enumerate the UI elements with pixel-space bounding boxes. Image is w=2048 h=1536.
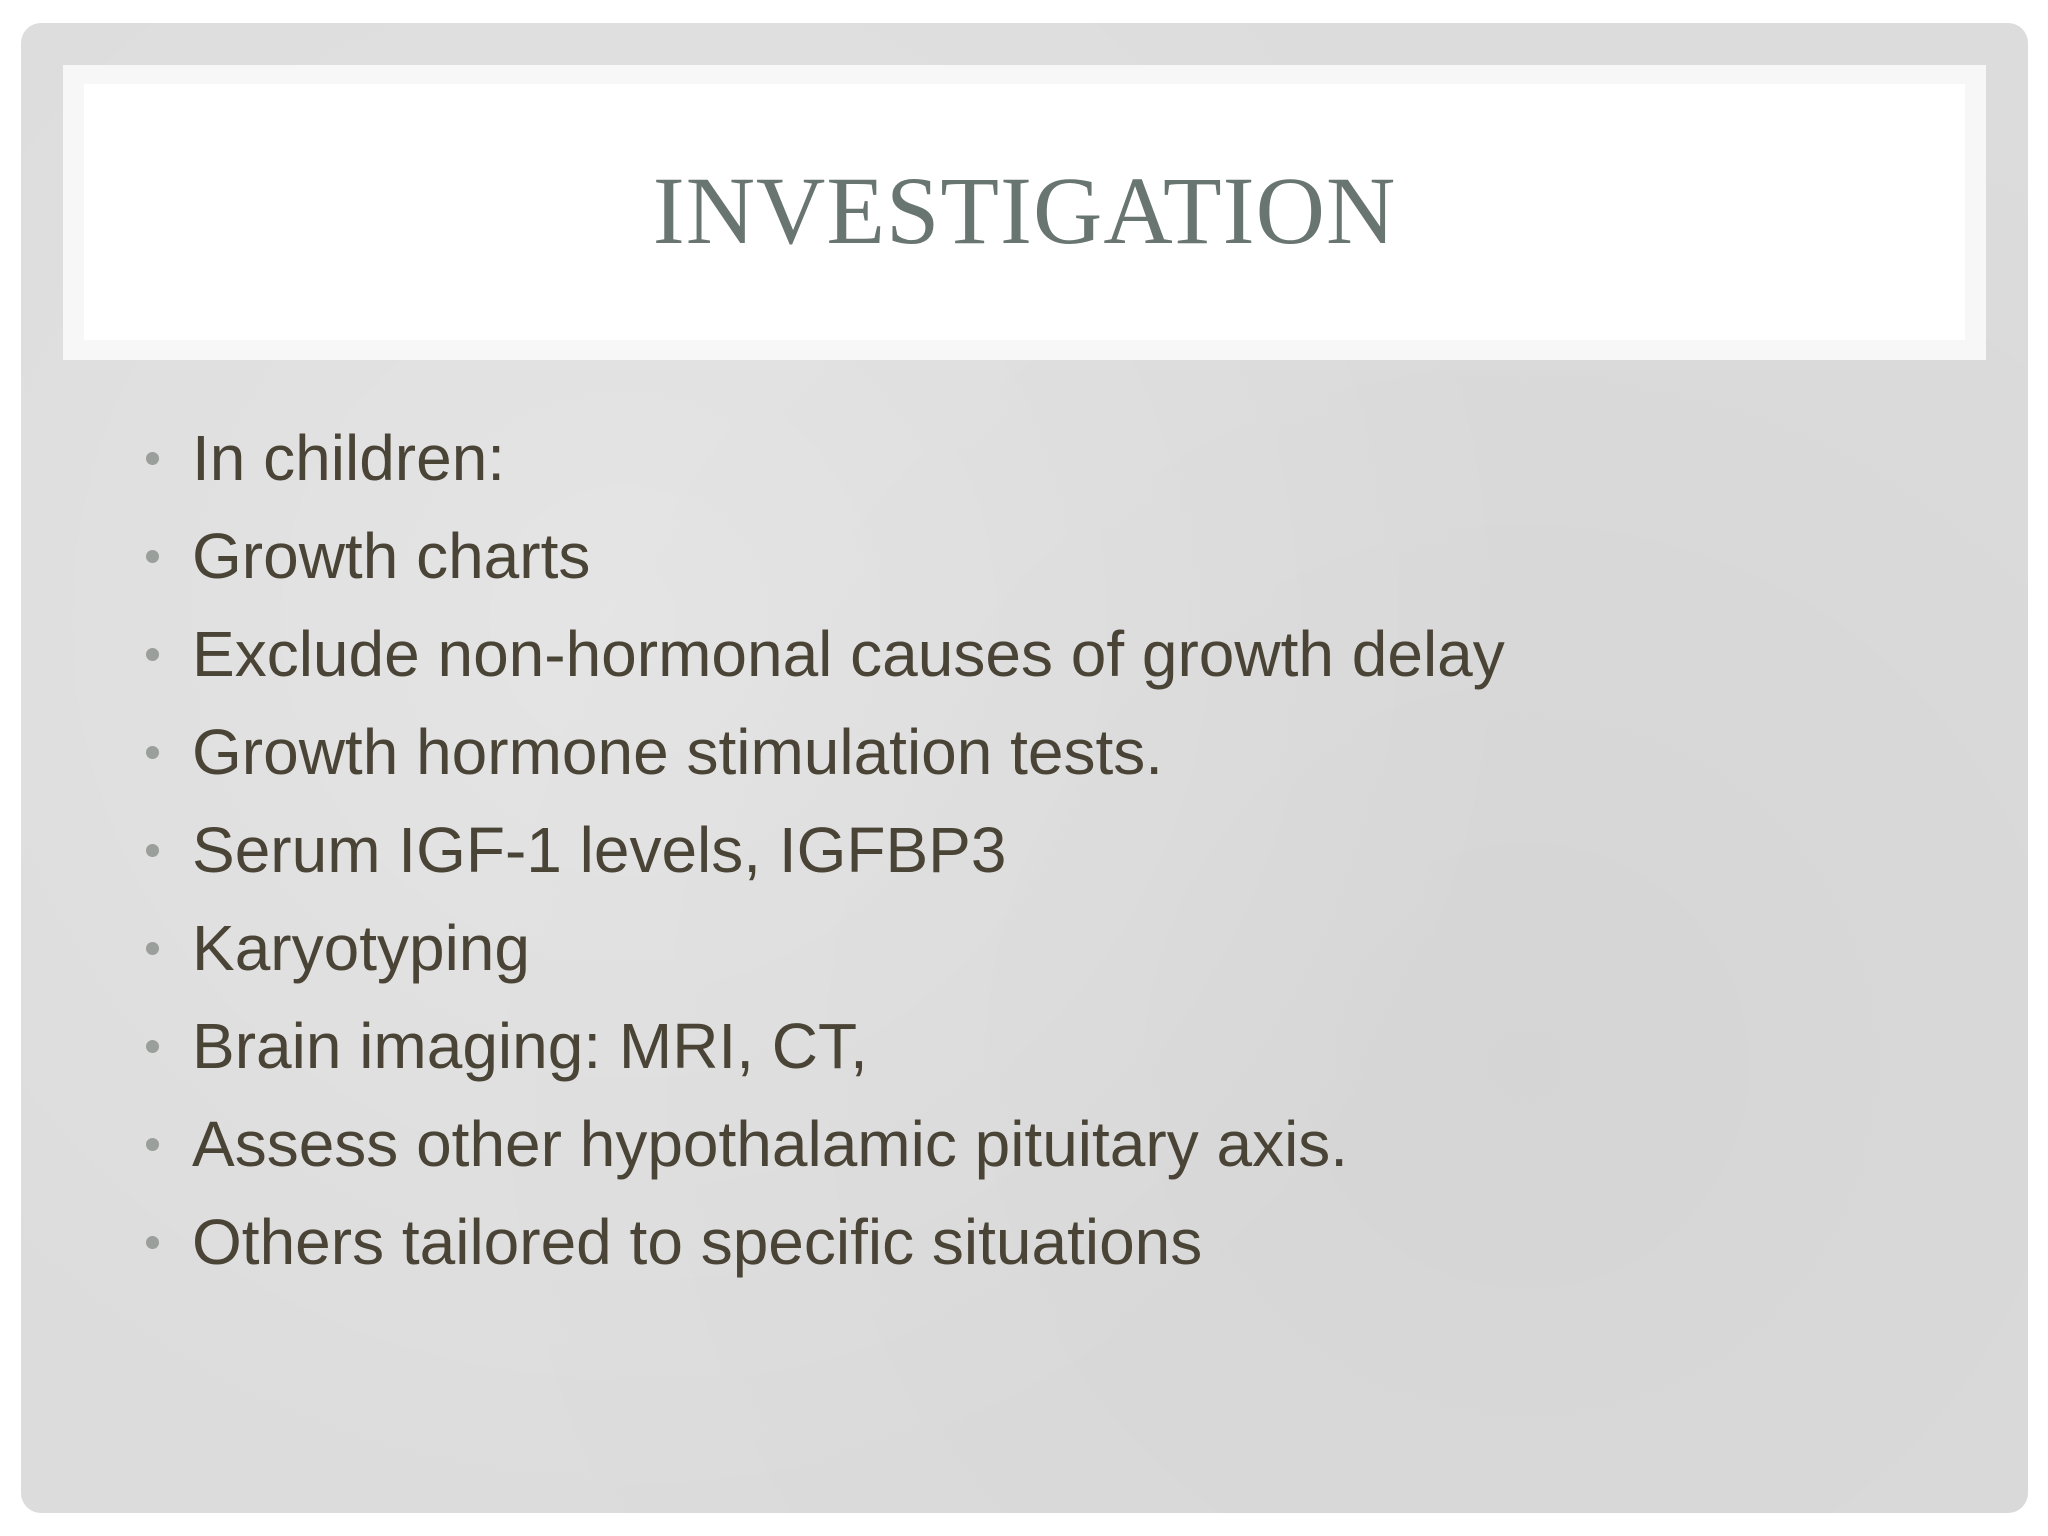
list-item	[146, 507, 1946, 605]
list-item-text: Brain imaging: MRI, CT,	[192, 1010, 868, 1082]
list-item-text: Assess other hypothalamic pituitary axis.	[192, 1108, 1349, 1180]
bullet-icon	[146, 648, 159, 661]
title-box	[84, 84, 1965, 340]
list-item-text: Karyotyping	[192, 912, 530, 984]
title-band	[63, 65, 1986, 360]
list-item	[146, 1193, 1946, 1291]
list-item	[146, 899, 1946, 997]
list-item-text: Growth charts	[192, 520, 591, 592]
list-item	[146, 703, 1946, 801]
list-item	[146, 409, 1946, 507]
list-item-text: Serum IGF-1 levels, IGFBP3	[192, 814, 1007, 886]
bullet-icon	[146, 452, 159, 465]
bullet-icon	[146, 942, 159, 955]
bullet-list	[146, 409, 1946, 1291]
bullet-icon	[146, 844, 159, 857]
list-item-text: Others tailored to specific situations	[192, 1206, 1203, 1278]
slide	[21, 23, 2028, 1513]
bullet-icon	[146, 550, 159, 563]
list-item	[146, 1095, 1946, 1193]
list-item-text: In children:	[192, 422, 506, 494]
bullet-icon	[146, 1138, 159, 1151]
slide-title: INVESTIGATION	[652, 157, 1397, 264]
bullet-icon	[146, 746, 159, 759]
list-item-text: Growth hormone stimulation tests.	[192, 716, 1164, 788]
bullet-icon	[146, 1236, 159, 1249]
list-item	[146, 997, 1946, 1095]
list-item	[146, 801, 1946, 899]
list-item	[146, 605, 1946, 703]
bullet-icon	[146, 1040, 159, 1053]
list-item-text: Exclude non-hormonal causes of growth delay	[192, 618, 1505, 690]
